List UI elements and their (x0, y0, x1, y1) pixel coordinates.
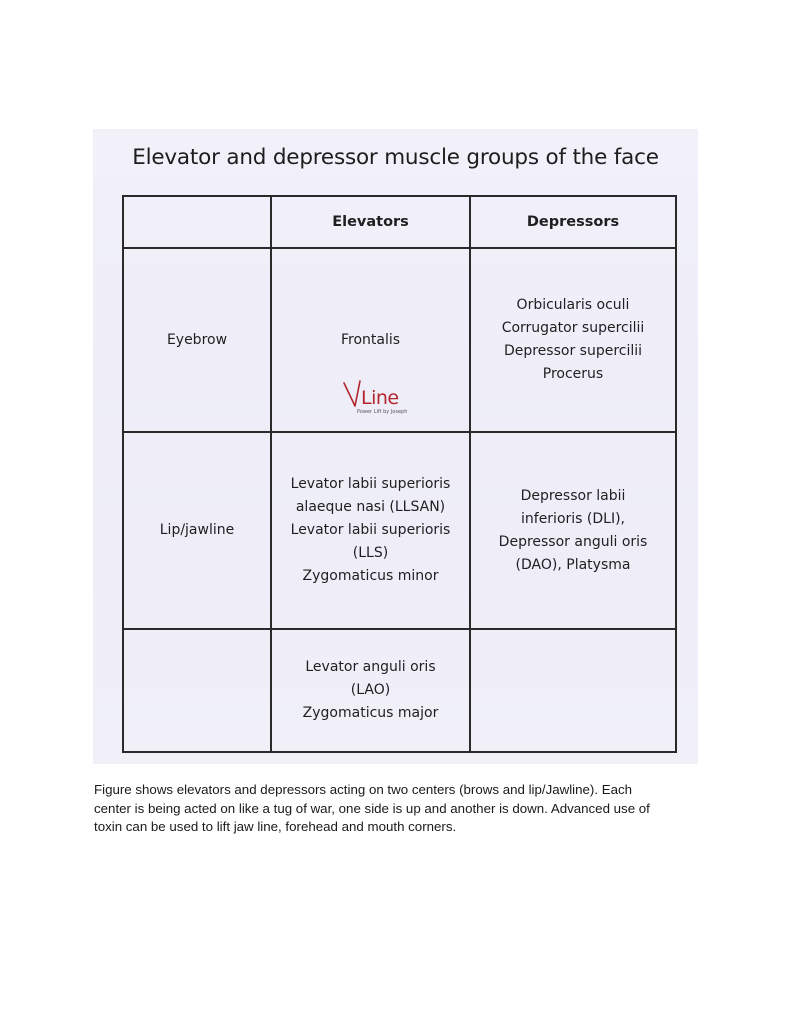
extra-elevators-cell (271, 629, 470, 752)
table-row-eyebrow (123, 248, 676, 432)
row-label-eyebrow: Eyebrow (123, 248, 271, 432)
eyebrow-depressors-cell (470, 248, 676, 432)
muscle-groups-figure (93, 129, 698, 764)
header-elevators: Elevators (271, 196, 470, 248)
logo-tagline: Power Lift by Joseph (357, 409, 408, 415)
elevator-item: alaeque nasi (LLSAN) (295, 499, 446, 515)
caption-line: toxin can be used to lift jaw line, forehead and mouth corners. (94, 819, 457, 834)
logo-wordmark: Line (361, 387, 399, 409)
table-row-lip-jawline (123, 432, 676, 629)
header-depressors: Depressors (470, 196, 676, 248)
depressor-item: inferioris (DLI), (521, 510, 625, 527)
depressor-item: Depressor anguli oris (498, 533, 648, 550)
row-label-lip-jawline: Lip/jawline (123, 432, 271, 629)
caption-line: Figure shows elevators and depressors acting on two centers (brows and lip/Jawline). Each (94, 782, 633, 797)
elevator-item: Frontalis (340, 331, 401, 348)
depressor-item: (DAO), Platysma (515, 556, 631, 573)
caption-line: center is being acted on like a tug of war, one side is up and another is down. Advanced use of (94, 800, 650, 816)
eyebrow-elevators-cell (271, 248, 470, 432)
depressor-item: Orbicularis oculi (516, 297, 630, 313)
elevator-item: (LLS) (352, 545, 389, 561)
figure-title: Elevator and depressor muscle groups of the face (132, 145, 659, 170)
extra-depressors-cell-empty (470, 629, 676, 752)
row-label-empty (123, 629, 271, 752)
vline-logo (338, 377, 418, 417)
logo-v-mark (344, 381, 360, 406)
header-empty-cell (123, 196, 271, 248)
elevator-item: Levator anguli oris (305, 659, 436, 675)
elevator-item: (LAO) (350, 682, 391, 698)
figure-caption (94, 781, 706, 837)
elevator-item: Levator labii superioris (290, 522, 451, 538)
muscle-groups-table (122, 195, 677, 753)
depressor-item: Depressor supercilii (503, 343, 643, 359)
lip-elevators-cell (271, 432, 470, 629)
table-header-row (123, 196, 676, 248)
elevator-item: Zygomaticus major (302, 705, 439, 721)
depressor-item: Procerus (542, 366, 604, 382)
lip-depressors-cell (470, 432, 676, 629)
depressor-item: Depressor labii (520, 487, 626, 504)
table-row-extra (123, 629, 676, 752)
elevator-item: Levator labii superioris (290, 476, 451, 492)
elevator-item: Zygomaticus minor (302, 568, 439, 584)
depressor-item: Corrugator supercilii (501, 320, 645, 336)
